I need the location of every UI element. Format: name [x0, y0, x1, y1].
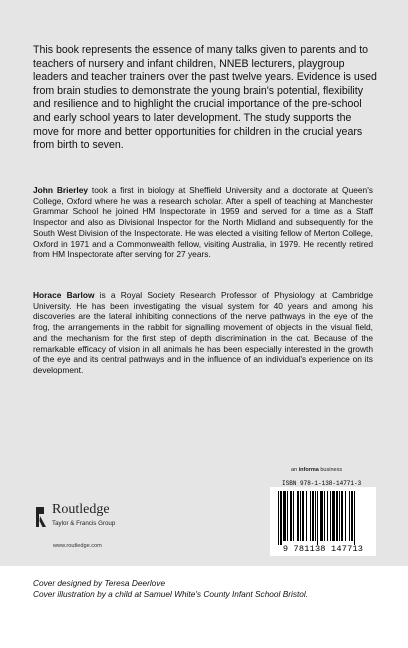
book-blurb: This book represents the essence of many talks given to parents and to teachers of nursery and infant children, NNEB lecturers, playgroup leaders and teacher trainers over the past twelve years. Evidence is used from brain studies to demonstrate the young brain's potential, flexibility and resilience and to highlight the crucial importance of the pre-school and early school years to later development. The study supports the move for more and better opportunities for children in the crucial years from birth to seven. [33, 44, 377, 152]
author-bio-brierley [33, 185, 373, 260]
author-name: John Brierley [33, 185, 89, 195]
routledge-logo-icon [34, 506, 48, 528]
cover-credits [33, 578, 308, 600]
author-bio-barlow [33, 290, 373, 376]
cover-illustration-credit: Cover illustration by a child at Samuel White's County Infant School Bristol. [33, 589, 309, 599]
barcode-bars [270, 487, 376, 545]
author-bio-text: took a first in biology at Sheffield University and a doctorate at Queen's College, Oxford where he was a research scholar. After a spell of teaching at Manchester Grammar School he joined HM Inspectorate in 1959 and served for a time as a Staff Inspector and also as Divisional Inspector for the North Midland and subsequently for the South West Division of the Inspectorate. He was elected a visiting fellow of Merton College, Oxford in 1971 and a Commonwealth fellow, visiting Australia, in 1979. He recently retired from HM Inspectorate after serving for 27 years. [33, 185, 373, 260]
author-name: Horace Barlow [33, 290, 95, 300]
informa-business-tag: an informa business [291, 467, 343, 473]
barcode [270, 487, 376, 556]
author-bio-text: is a Royal Society Research Professor of Physiology at Cambridge University. He has been investigating the visual system for 40 years and among his discoveries are the lateral inhibiting connections of the nerve pathways in the eye of the frog, the arrangements in the rabbit for signalling movement of objects in the visual field, and the mechanism for the first step of depth discrimination in the cat. Because of the remarkable efficacy of vision in all animals he has been especially interested in the growth of the eye and its central pathways and in the influence of an individual's experience on its development. [33, 290, 373, 375]
publisher-group: Taylor & Francis Group [52, 520, 116, 527]
publisher-name: Routledge [52, 502, 110, 517]
barcode-digits: 9 781138 147713 [282, 544, 364, 554]
informa-brand: informa [298, 467, 319, 473]
publisher-url: www.routledge.com [53, 543, 102, 549]
cover-design-credit: Cover designed by Teresa Deerlove [33, 578, 166, 588]
isbn-label: ISBN 978-1-138-14771-3 [282, 480, 362, 487]
